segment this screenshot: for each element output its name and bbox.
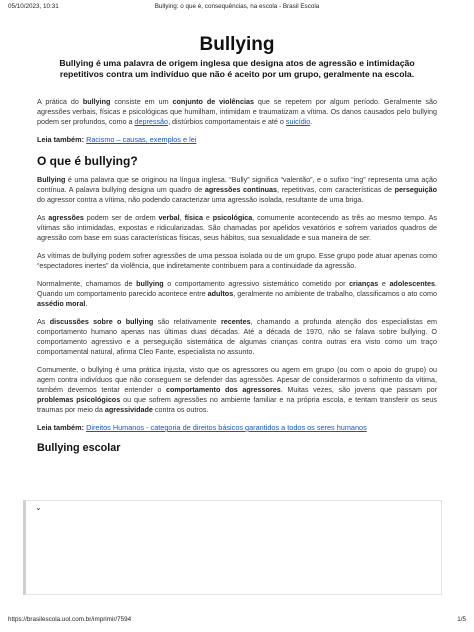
heading-school-bullying: Bullying escolar [37,442,121,454]
link-depressao[interactable]: depressão [134,117,169,126]
article-subtitle: Bullying é uma palavra de origem inglesa que designa atos de agressão e intimidação repetitivos contra um indivíduo que não é aceito por um grupo, geralmente na escola. [59,58,415,79]
paragraph-normally: Normalmente, chamamos de bullying o comportamento agressivo sistemático cometido por crianças e adolescentes. Quando um comportamento parecido acontece entre adultos, geralmente no ambiente de trabalho, classificamos o ato como assédio moral. [37,279,437,308]
print-footer [8,616,466,626]
read-also-1 [37,135,437,145]
print-page-number: 1/5 [457,616,466,623]
paragraph-victims: As vítimas de bullying podem sofrer agressões de uma pessoa isolada ou de um grupo. Esse grupo pode atuar apenas como “espectadores inertes” da violência, que indiretamente contribuem para a continuidade da agressão. [37,251,437,270]
read-also-label: Leia também: [37,135,85,144]
print-header [8,3,466,13]
intro-paragraph: A prática do bullying consiste em um conjunto de violências que se repetem por algum período. Geralmente são agressões verbais, físicas e psicológicas que humilham, intimidam e traumatizam a vítima. Os danos causados pelo bullying podem ser profundos, como a depressão, distúrbios comportamentais e até o suicídio. [37,97,438,126]
link-racismo[interactable]: Racismo – causas, exemplos e lei [86,135,197,144]
article-title: Bullying [199,34,275,55]
read-also-label: Leia também: [37,423,85,432]
embedded-media-frame[interactable] [23,500,442,595]
heading-what-is-bullying: O que é bullying? [37,154,138,168]
paragraph-definition: Bullying é uma palavra que se originou na língua inglesa. “Bully” significa “valentão”, e o sufixo “ing” representa uma ação contínua. A palavra bullying designa um quadro de agressões contínuas, repetitivas, com características de perseguição do agressor contra a vítima, não podendo caracterizar uma agressão isolada, resultante de uma briga. [37,175,437,204]
print-datetime: 05/10/2023, 10:31 [8,3,59,10]
paragraph-forms: As agressões podem ser de ordem verbal, física e psicológica, comumente acontecendo as três ao mesmo tempo. As vítimas são intimidadas, expostas e ridicularizadas. São chamadas por apelidos vexatórios e sofrem variados quadros de agressão com base em suas características físicas, seus hábitos, sua sexualidade e sua maneira de ser. [37,213,437,242]
article [37,28,437,454]
chevron-down-icon[interactable]: ⌄ [35,503,42,512]
read-also-2 [37,423,437,433]
link-direitos-humanos[interactable]: Direitos Humanos - categoria de direitos básicos garantidos a todos os seres humanos [86,423,367,432]
paragraph-discussions: As discussões sobre o bullying são relativamente recentes, chamando a profunda atenção dos especialistas em comportamento humano apenas nas últimas duas décadas. Até a década de 1970, não se falava sobre bullying. O comportamento agressivo e a perseguição sistemática de algumas crianças contra outras era visto como um traço comportamental natural, afirma Cleo Fante, especialista no assunto. [37,317,438,356]
print-url: https://brasilescola.uol.com.br/imprimir/7594 [8,616,132,623]
print-page-title: Bullying: o que é, consequências, na escola - Brasil Escola [154,3,320,10]
link-suicidio[interactable]: suicídio [285,117,311,126]
paragraph-commonly: Comumente, o bullying é uma prática injusta, visto que os agressores ou agem em grupo (ou com o apoio do grupo) ou agem contra indivíduos que não conseguem se defender das agressões. Apesar de considerarmos o sofrimento da vítima, também devemos tentar entender o comportamento dos agressores. Muitas vezes, são jovens que passam por problemas psicológicos ou que sofrem agressões no ambiente familiar e na própria escola, e tentam transferir os seus traumas por meio da agressividade contra os outros. [37,365,437,414]
